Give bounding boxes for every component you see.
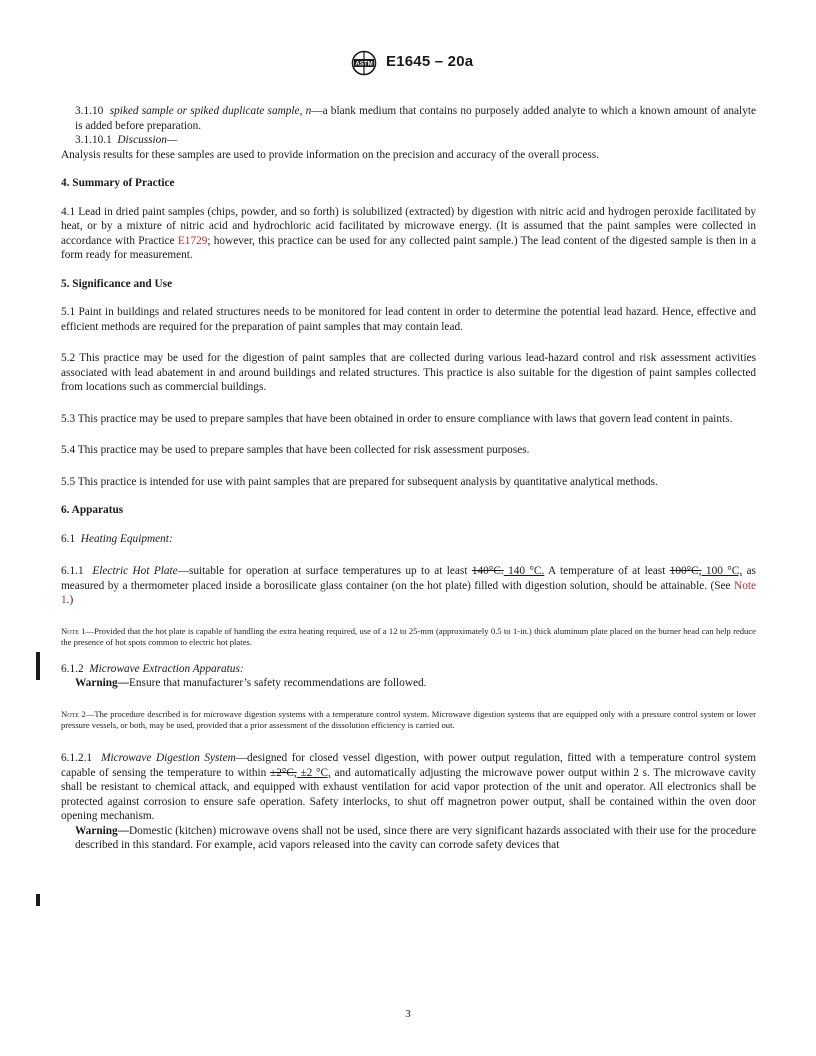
note-link[interactable]: Note 1	[61, 579, 756, 606]
section-heading-5: 5. Significance and Use	[61, 277, 173, 290]
section-heading-4: 4. Summary of Practice	[61, 177, 175, 189]
deleted-text: 100°C,	[669, 565, 702, 577]
astm-logo-icon	[350, 50, 378, 76]
inserted-text: 140 °C.	[503, 565, 545, 577]
paragraph-4-1: 4.1 Lead in dried paint samples (chips, powder, and so forth) is solubilized (extracted) by digestion with nitric acid and hydrogen peroxide facilitated by heat, or by a mixture of nitric acid and hydrochloric acid facilitated by microwave energy. (It is assumed that the paint samples were collected in accordance with Practice E1729; however, this practice can be used for any collected paint sample.) The lead content of the digested sample is then in a form ready for measurement.	[61, 205, 756, 261]
page-header	[0, 50, 816, 76]
paragraph-5-4: 5.4 This practice may be used to prepare samples that have been collected for risk assessment purposes.	[61, 444, 530, 456]
inserted-text: 100 °C,	[701, 565, 743, 577]
warning-6-1-2-1: Warning—Domestic (kitchen) microwave ovens shall not be used, since there are very significant hazards associated with their use for the procedure described in this standard. For example, acid vapors released into the cavity can corrode safety devices that	[75, 824, 756, 852]
section-heading-6: 6. Apparatus	[61, 504, 124, 516]
note-1: Note 1—Provided that the hot plate is capable of handling the extra heating required, use of a 12 to 25-mm (approximately 0.5 to 1-in.) thick aluminum plate placed on the burner head can help reduce the presence of hot spots common to electric hot plates.	[61, 625, 756, 647]
page-number: 3	[405, 1008, 411, 1020]
standard-designation: E1645 – 20a	[386, 53, 474, 70]
reference-link[interactable]: E1729	[177, 234, 208, 247]
paragraph-6-1: 6.1 Heating Equipment:	[61, 532, 173, 545]
paragraph-5-1: 5.1 Paint in buildings and related structures needs to be monitored for lead content in order to determine the potential lead hazard. Hence, effective and efficient methods are required for the preparation of paint samples that may contain lead.	[61, 306, 756, 333]
paragraph-6-1-2-1: 6.1.2.1 Microwave Digestion System—designed for closed vessel digestion, with power output regulation, fitted with a temperature control system capable of sensing the temperature to within ±2°C, ±2 °C, and automatically adjusting the microwave power output within 2 s. The microwave cavity shall be resistant to chemical attack, and equipped with exhaust ventilation for acid vapor protection of the unit and operator. All electronics shall be protected against corrosion to ensure safe operation. Safety interlocks, to shut off magnetron power output, shall be contained within the oven door opening mechanism.	[61, 752, 756, 823]
inserted-text: ±2 °C,	[296, 766, 331, 779]
change-bar	[36, 652, 40, 680]
definition-3-1-10: 3.1.10 spiked sample or spiked duplicate sample, n—a blank medium that contains no purposely added analyte to which a known amount of analyte is added before preparation.	[75, 105, 757, 132]
svg-text:ASTM: ASTM	[355, 60, 373, 68]
term: spiked sample or spiked duplicate sample, n	[109, 105, 312, 117]
document-body	[61, 104, 756, 853]
note-2: Note 2—The procedure described is for microwave digestion systems with a temperature control system. Microwave digestion systems that are equipped only with a pressure control system or lower pressure vessels, or both, may be used, provided that a prior assessment of the dissolution efficiency is carried out.	[61, 708, 756, 731]
change-bar	[36, 894, 40, 906]
paragraph-5-2: 5.2 This practice may be used for the digestion of paint samples that are collected during various lead-hazard control and risk assessment activities associated with lead abatement in and around buildings and related structures. This practice is also suitable for the digestion of paint samples collected from locations such as commercial buildings.	[61, 352, 756, 393]
warning-6-1-2: Warning—Ensure that manufacturer’s safety recommendations are followed.	[75, 677, 427, 690]
deleted-text: 140°C.	[471, 565, 504, 577]
paragraph-5-3: 5.3 This practice may be used to prepare samples that have been obtained in order to ensure compliance with laws that govern lead content in paints.	[61, 412, 733, 425]
paragraph-6-1-1: 6.1.1 Electric Hot Plate—suitable for operation at surface temperatures up to at least 140°C. 140 °C. A temperature of at least 100°C, 100 °C, as measured by a thermometer placed inside a borosilicate glass container (on the hot plate) filled with digestion solution, should be attainable. (See Note 1.)	[61, 565, 756, 606]
discussion-3-1-10-1: 3.1.10.1 Discussion—	[75, 134, 178, 146]
paragraph-6-1-2: 6.1.2 Microwave Extraction Apparatus:	[61, 662, 244, 675]
deleted-text: ±2°C,	[270, 766, 297, 779]
discussion-body: Analysis results for these samples are used to provide information on the precision and accuracy of the overall process.	[61, 148, 600, 161]
paragraph-5-5: 5.5 This practice is intended for use with paint samples that are prepared for subsequent analysis by quantitative analytical methods.	[61, 475, 658, 488]
